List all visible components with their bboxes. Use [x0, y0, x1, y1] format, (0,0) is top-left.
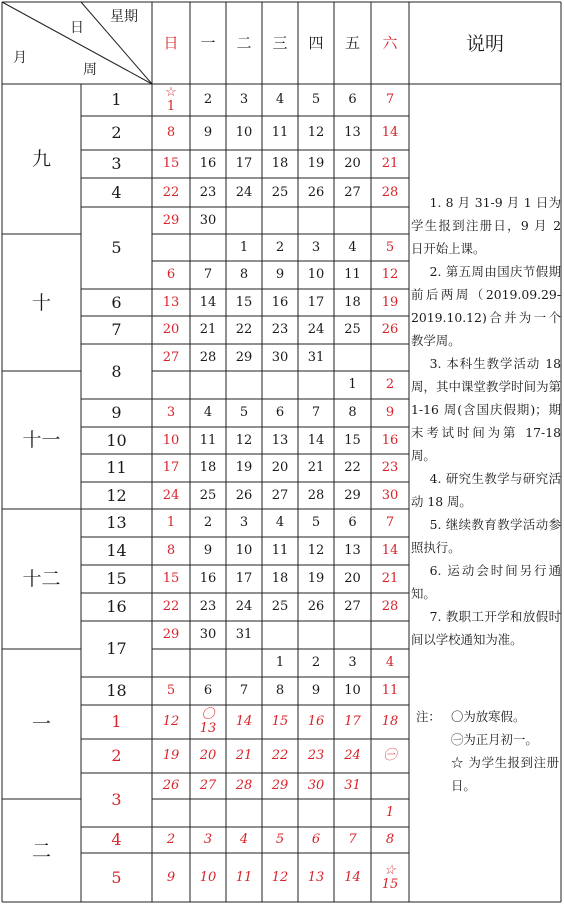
day-cell: 18	[199, 460, 217, 475]
day-cell: 3	[348, 655, 357, 670]
week-number: 16	[106, 597, 127, 616]
day-cell: 22	[235, 322, 253, 337]
note-item: 2. 第五周由国庆节假期前后两周（2019.09.29-2019.10.12)合并为一个教学周。	[411, 264, 561, 348]
day-cell: 1	[166, 515, 176, 530]
day-cell: 18	[271, 156, 289, 171]
note-item: 5. 继续教育教学活动参照执行。	[411, 517, 561, 555]
corner-month-label: 月	[13, 50, 27, 66]
day-cell: 1	[385, 805, 395, 820]
day-cell: 23	[271, 322, 289, 337]
note-item: 3. 本科生教学活动 18 周，其中课堂教学时间为第 1-16 周(含国庆假期)；期末考试时间为第 17-18 周。	[411, 356, 561, 463]
day-cell: 26	[381, 322, 399, 337]
notes-list	[411, 191, 561, 651]
day-cell: 29	[162, 627, 180, 642]
week-number: 11	[106, 458, 127, 477]
day-cell: 31	[235, 627, 253, 642]
day-cell: 26	[307, 184, 325, 200]
day-cell: 28	[199, 349, 217, 365]
day-cell: 27	[344, 184, 361, 200]
day-cell: 20	[344, 156, 361, 171]
day-cell: 22	[271, 748, 289, 763]
day-cell: 19	[235, 460, 253, 475]
day-cell: 9	[203, 125, 213, 140]
day-cell: 18	[344, 294, 361, 310]
day-cell: 7	[348, 832, 357, 847]
day-cell: 20	[162, 322, 180, 337]
day-cell: 7	[203, 267, 213, 282]
day-header: 四	[308, 34, 324, 52]
day-header: 二	[236, 34, 252, 52]
day-cell: 10	[235, 543, 253, 558]
day-cell: 26	[235, 487, 253, 503]
day-cell: 16	[199, 156, 217, 171]
day-cell: 13	[344, 125, 361, 140]
week-number: 4	[111, 830, 122, 849]
day-cell: 27	[271, 487, 289, 503]
day-cell: 10	[307, 267, 325, 282]
day-cell: 24	[162, 487, 180, 503]
day-cell: 7	[385, 515, 395, 530]
day-cell: 13	[344, 543, 361, 558]
legend-item: ☆ 为学生报到注册日。	[451, 755, 559, 793]
day-cell: 22	[162, 599, 180, 614]
week-number: 1	[111, 90, 122, 109]
day-cell: 3	[166, 405, 176, 420]
day-cell: 27	[344, 599, 361, 614]
day-cell: 2	[275, 239, 285, 255]
day-cell: 1	[275, 655, 285, 670]
day-header: 三	[272, 34, 288, 52]
corner-zhou-label: 周	[83, 62, 97, 78]
day-cell: 15	[271, 714, 289, 729]
day-cell: 6	[203, 683, 213, 698]
day-cell: 15	[162, 571, 180, 586]
day-cell: 3	[203, 832, 213, 847]
month-label: 十一	[22, 429, 61, 451]
week-number: 12	[106, 485, 127, 505]
day-cell: 21	[381, 156, 399, 171]
day-header: 一	[200, 34, 216, 52]
day-cell: 11	[199, 432, 217, 448]
day-cell: 13	[271, 432, 289, 448]
week-number: 6	[111, 292, 122, 312]
day-cell: 29	[271, 778, 289, 793]
day-cell: 2	[203, 515, 213, 530]
legend-item: 〇为放寒假。	[451, 709, 526, 724]
day-cell: 4	[203, 405, 213, 420]
day-cell: 14	[235, 714, 253, 729]
day-cell: 31	[307, 349, 325, 365]
day-cell: 12	[307, 543, 325, 558]
day-header: 六	[382, 34, 398, 52]
day-cell: 20	[199, 748, 217, 763]
day-cell: 23	[199, 599, 217, 614]
day-cell: 12	[271, 869, 289, 885]
day-cell: 29	[235, 349, 253, 365]
week-number: 3	[111, 790, 122, 809]
day-cell: 14	[199, 294, 217, 310]
day-cell: 29	[162, 212, 180, 228]
day-cell: 4	[275, 515, 285, 530]
day-cell: 17	[162, 460, 180, 475]
day-cell: 30	[307, 778, 325, 793]
day-cell: 4	[239, 832, 249, 847]
day-cell: 19	[162, 748, 180, 763]
day-cell: 30	[381, 487, 399, 503]
day-cell: 3	[311, 239, 321, 255]
day-cell: 11	[235, 869, 253, 885]
day-cell: 14	[307, 432, 325, 448]
corner-day-label: 日	[70, 20, 84, 36]
day-cell: 21	[235, 748, 253, 763]
day-cell: 12	[235, 432, 253, 448]
day-cell: 6	[311, 832, 321, 847]
day-cell: 14	[344, 869, 361, 885]
day-cell: 10	[235, 125, 253, 140]
day-cell: 13	[162, 294, 180, 310]
day-cell: 18	[271, 571, 289, 586]
day-cell: 17	[235, 156, 253, 171]
day-cell: 2	[203, 92, 213, 107]
week-number: 2	[111, 123, 122, 142]
day-cell: 23	[199, 184, 217, 200]
week-number: 13	[106, 513, 127, 532]
day-cell: 7	[239, 683, 249, 698]
note-item: 7. 教职工开学和放假时间以学校通知为准。	[411, 609, 561, 647]
day-cell: 10	[344, 683, 361, 698]
day-cell: 24	[235, 184, 253, 200]
day-cell: 14	[381, 543, 399, 558]
day-cell: 5	[166, 683, 176, 698]
day-cell: 2	[385, 377, 395, 392]
day-cell: 12	[162, 714, 180, 729]
day-cell: 17	[344, 714, 361, 729]
week-number: 5	[111, 867, 122, 887]
day-cell: 7	[311, 405, 321, 420]
day-cell: 16	[381, 432, 399, 448]
day-cell: 22	[162, 184, 180, 200]
day-cell: 8	[385, 832, 395, 847]
day-cell: 24	[344, 748, 361, 763]
month-label: 十二	[22, 568, 61, 590]
day-cell: 9	[311, 683, 321, 698]
day-cell: 19	[381, 294, 399, 310]
day-cell: 26	[162, 778, 180, 793]
day-cell: 24	[307, 322, 325, 337]
day-cell: 12	[307, 125, 325, 140]
day-cell: 25	[344, 322, 361, 337]
day-cell: 9	[203, 543, 213, 558]
day-header: 日	[163, 34, 179, 52]
day-cell: 22	[344, 460, 361, 475]
week-number: 7	[111, 320, 122, 339]
day-cell: 20	[344, 571, 361, 586]
day-cell: ☆ 1	[165, 85, 177, 114]
day-cell: 19	[307, 571, 325, 586]
day-cell: 〇 13	[199, 707, 217, 736]
month-label: 一	[31, 713, 51, 735]
week-number: 4	[111, 182, 122, 202]
day-cell: 1	[239, 239, 249, 255]
day-cell: 28	[381, 184, 399, 200]
month-label: 九	[31, 148, 51, 170]
day-cell: 19	[307, 156, 325, 171]
legend-item: ㊀为正月初一。	[451, 732, 538, 747]
day-cell: 15	[162, 156, 180, 171]
day-cell: 16	[271, 294, 289, 310]
day-cell: 25	[271, 184, 289, 200]
corner-week-label: 星期	[110, 9, 138, 25]
month-label: 十	[31, 291, 51, 314]
day-cell: 11	[381, 683, 399, 698]
day-cell: 5	[275, 832, 285, 847]
day-cell: 4	[385, 655, 395, 670]
day-cell: 30	[199, 212, 217, 228]
day-cell: 6	[348, 515, 357, 530]
day-cell: 17	[307, 294, 325, 310]
day-cell: 28	[307, 487, 325, 503]
day-cell: 8	[166, 543, 176, 558]
day-cell: 30	[199, 627, 217, 642]
day-cell: 15	[235, 294, 253, 310]
day-cell: 8	[275, 683, 285, 698]
day-cell: 17	[235, 571, 253, 586]
day-cell: 3	[239, 92, 249, 107]
week-number: 2	[111, 746, 122, 765]
day-cell: 2	[166, 832, 176, 847]
week-number: 3	[111, 154, 122, 173]
day-cell: 16	[307, 714, 325, 729]
day-cell: 5	[239, 405, 249, 420]
day-cell: 27	[199, 778, 217, 793]
day-cell: 11	[344, 267, 361, 282]
month-label: 二	[31, 839, 51, 862]
week-number: 1	[111, 712, 122, 731]
day-cell: 23	[381, 460, 399, 475]
week-number: 8	[111, 361, 122, 381]
day-cell: 21	[199, 322, 217, 337]
week-number: 10	[106, 430, 127, 450]
day-cell: 9	[275, 267, 285, 282]
day-cell: 15	[344, 432, 361, 448]
day-cell: 26	[307, 599, 325, 614]
note-item: 4. 研究生教学与研究活动 18 周。	[411, 471, 561, 509]
week-number: 14	[106, 541, 127, 560]
week-number: 9	[111, 403, 122, 422]
day-cell: 14	[381, 125, 399, 140]
day-cell: 2	[311, 655, 321, 670]
day-cell: 9	[385, 405, 395, 420]
week-number: 18	[106, 681, 127, 700]
day-cell: 5	[385, 239, 395, 255]
week-number: 15	[106, 569, 127, 588]
day-cell: 27	[162, 349, 180, 365]
day-cell: 20	[271, 460, 289, 475]
day-cell: 5	[311, 92, 321, 107]
day-cell: 8	[166, 125, 176, 140]
legend-label: 注：	[416, 709, 441, 724]
day-cell: 21	[307, 460, 325, 475]
day-cell: 25	[199, 487, 217, 503]
day-cell: 6	[275, 405, 285, 420]
note-item: 1. 8 月 31-9 月 1 日为学生报到注册日，9 月 2 日开始上课。	[411, 195, 561, 256]
day-cell: 28	[381, 599, 399, 614]
day-cell: 11	[271, 543, 289, 558]
day-cell: 4	[275, 92, 285, 107]
day-cell: 12	[381, 267, 399, 282]
day-cell: 10	[162, 432, 180, 448]
day-cell: 24	[235, 599, 253, 614]
day-cell: 11	[271, 125, 289, 140]
day-cell: 30	[271, 349, 289, 365]
day-cell: 1	[348, 377, 357, 392]
day-cell: 4	[348, 239, 357, 255]
day-cell: 6	[166, 267, 176, 282]
day-cell: 5	[311, 515, 321, 530]
day-cell: 3	[239, 515, 249, 530]
day-cell: 8	[348, 405, 357, 420]
day-cell: 31	[344, 778, 361, 793]
day-cell: 25	[271, 599, 289, 614]
note-item: 6. 运动会时间另行通知。	[411, 563, 561, 601]
day-cell: 9	[166, 869, 176, 885]
day-cell: 28	[235, 778, 253, 793]
week-number: 17	[106, 639, 127, 658]
day-cell: 21	[381, 571, 399, 586]
day-header: 五	[344, 34, 360, 52]
day-cell: 6	[348, 92, 357, 107]
day-cell: 10	[199, 869, 217, 885]
notes-title: 说明	[465, 33, 504, 55]
day-cell: 16	[199, 571, 217, 586]
week-number: 5	[111, 238, 122, 257]
day-cell: 23	[307, 748, 325, 763]
day-cell: 7	[385, 92, 395, 107]
day-cell: 29	[344, 487, 361, 503]
day-cell: ☆ 15	[381, 862, 399, 892]
day-cell: 8	[239, 267, 249, 282]
day-cell: ㊀	[383, 748, 397, 763]
day-cell: 18	[381, 714, 399, 729]
day-cell: 13	[307, 869, 325, 885]
